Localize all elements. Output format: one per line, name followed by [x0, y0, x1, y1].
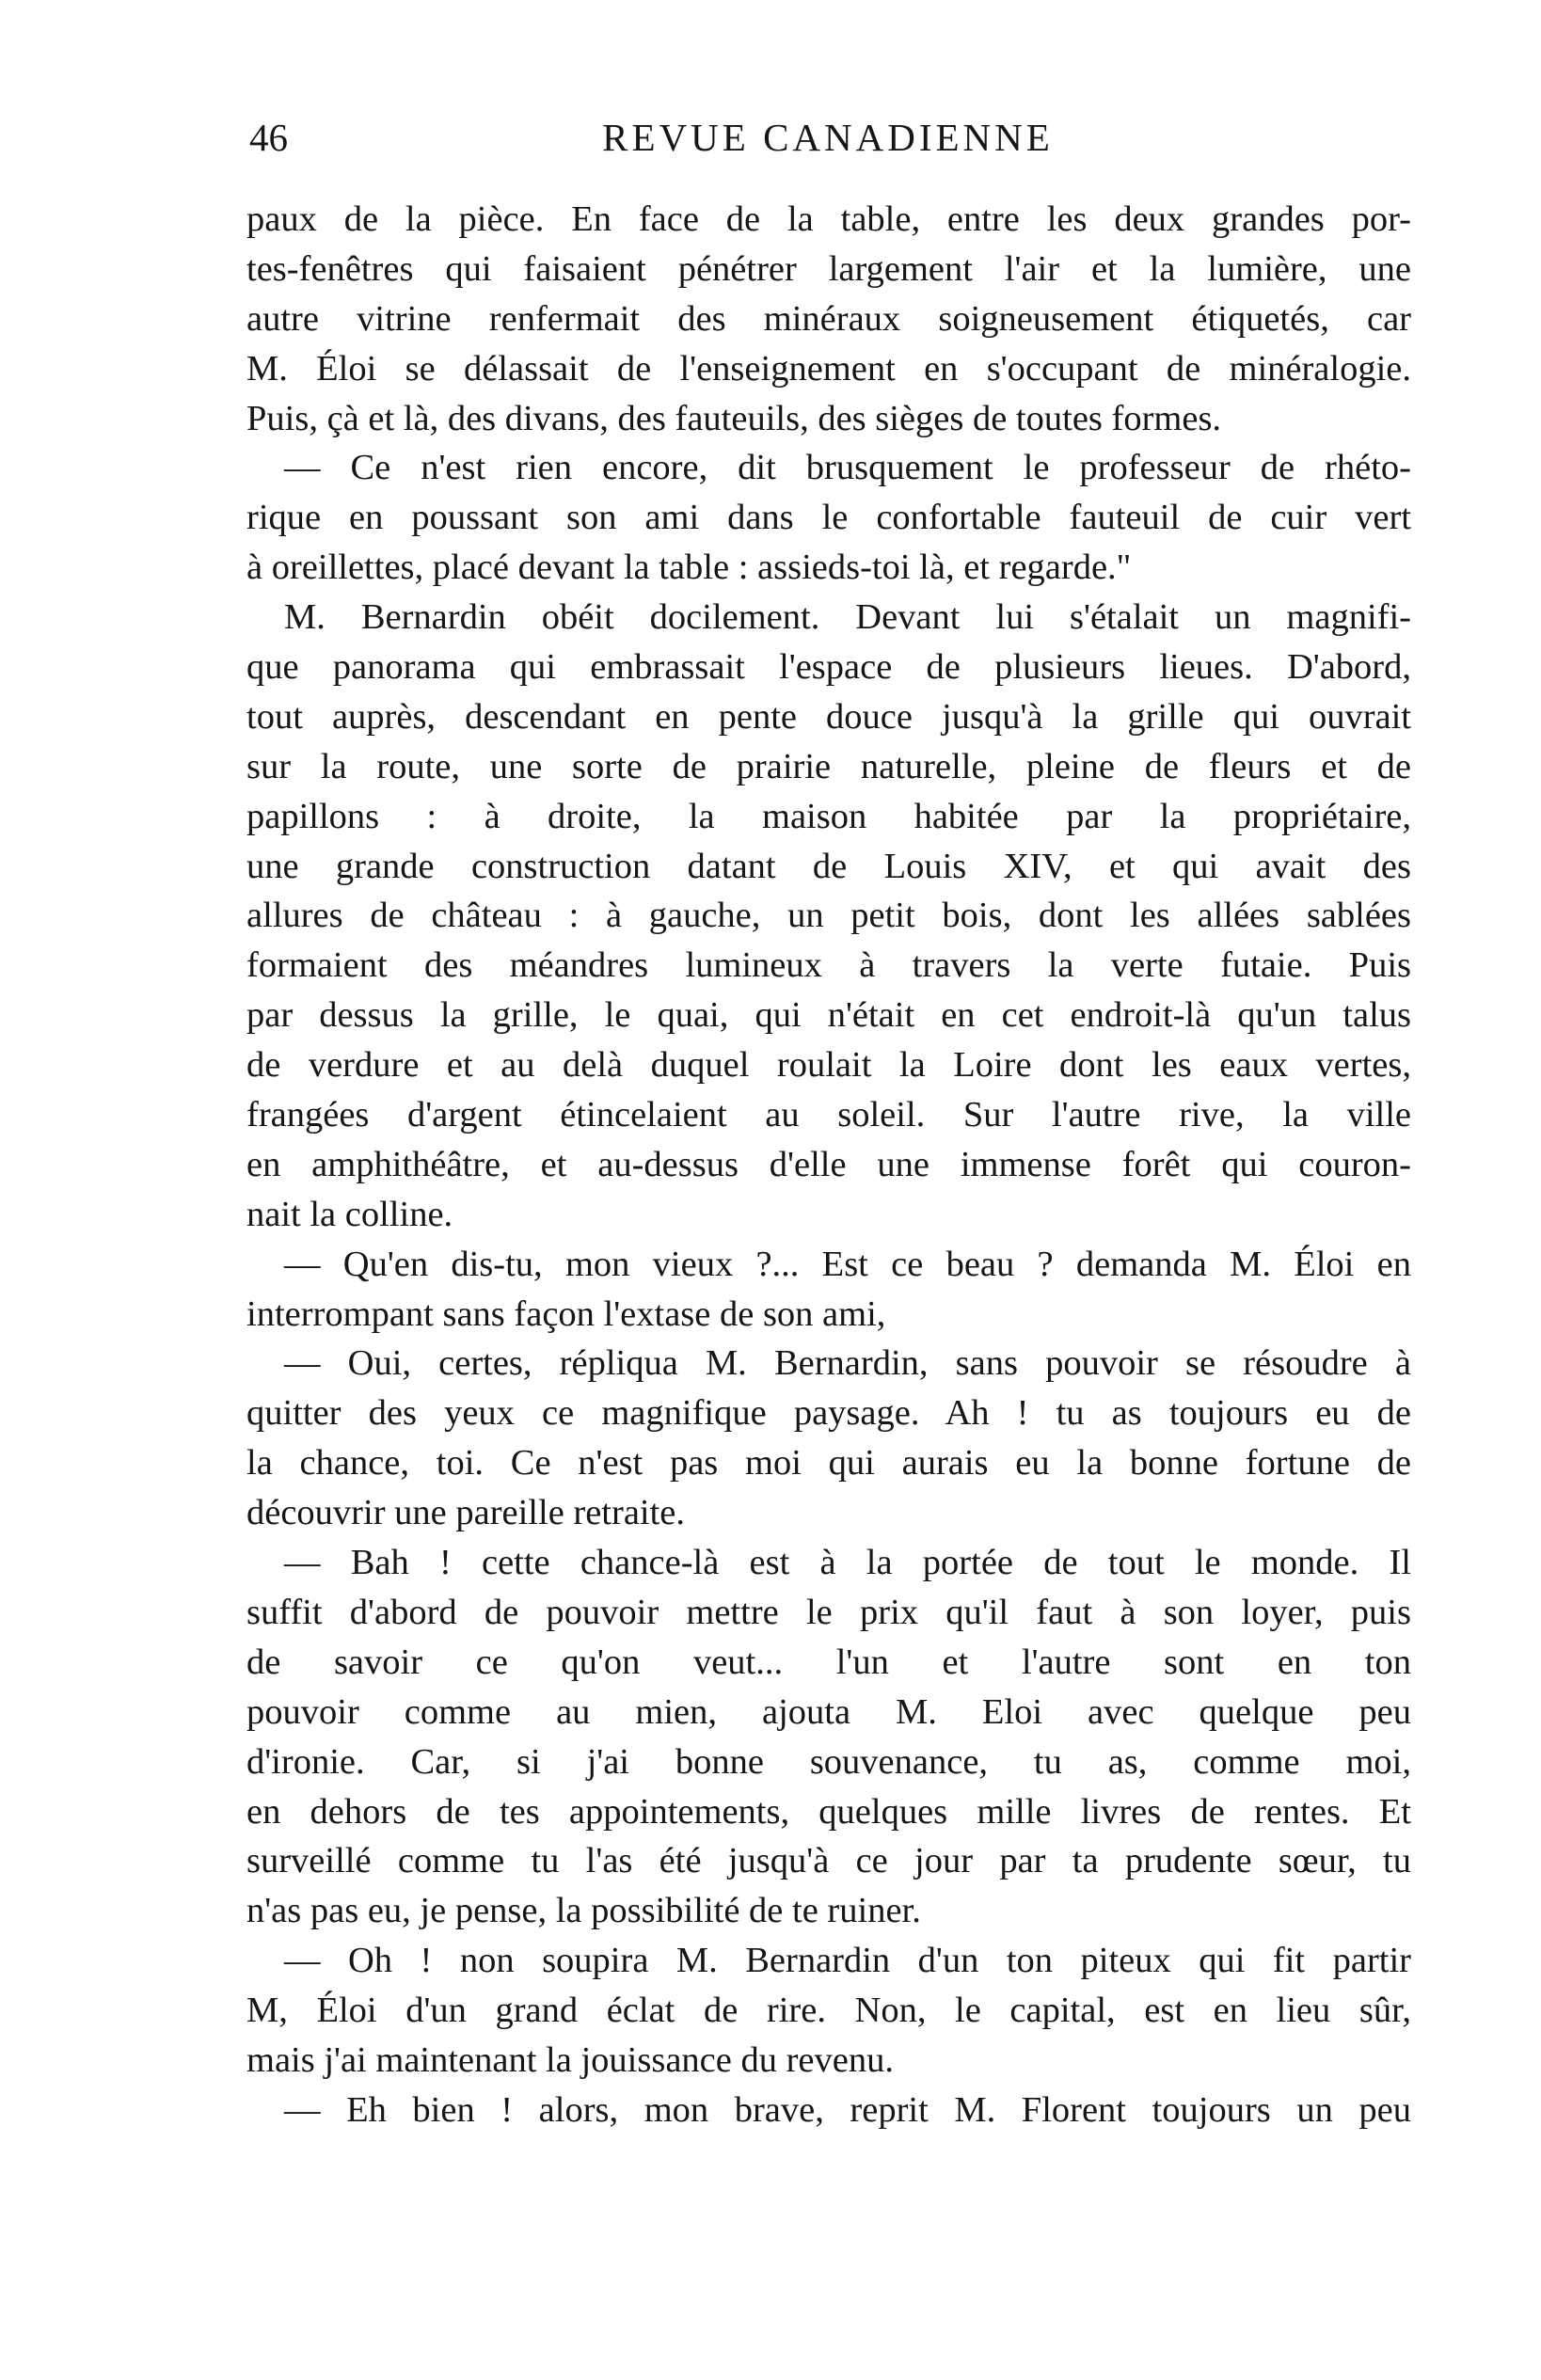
text-line: papillons : à droite, la maison habitée par la propriétaire, [246, 796, 1411, 836]
text-line: d'ironie. Car, si j'ai bonne souvenance, tu as, comme moi, [246, 1741, 1411, 1782]
text-line: à oreillettes, placé devant la table : assieds-toi là, et regarde." [246, 547, 1132, 588]
text-line: mais j'ai maintenant la jouissance du revenu. [246, 2039, 894, 2080]
body-text [246, 195, 1411, 2135]
text-line: — Ce n'est rien encore, dit brusquement le professeur de rhéto- [284, 448, 1411, 488]
text-line: découvrir une pareille retraite. [246, 1493, 686, 1533]
text-line: — Qu'en dis-tu, mon vieux ?... Est ce beau ? demanda M. Éloi en [284, 1244, 1411, 1284]
text-line: une grande construction datant de Louis XIV, et qui avait des [246, 846, 1411, 886]
text-line: interrompant sans façon l'extase de son ami, [246, 1293, 886, 1334]
text-line: sur la route, une sorte de prairie naturelle, pleine de fleurs et de [246, 746, 1411, 786]
text-line: en dehors de tes appointements, quelques mille livres de rentes. Et [246, 1791, 1411, 1832]
text-line: M. Éloi se délassait de l'enseignement en s'occupant de minéralogie. [246, 348, 1411, 389]
text-line: suffit d'abord de pouvoir mettre le prix qu'il faut à son loyer, puis [246, 1592, 1411, 1632]
text-line: de savoir ce qu'on veut... l'un et l'autre sont en ton [246, 1642, 1411, 1682]
text-line: — Oh ! non soupira M. Bernardin d'un ton piteux qui fit partir [284, 1941, 1411, 1981]
text-line: nait la colline. [246, 1194, 453, 1234]
text-line: formaient des méandres lumineux à travers la verte futaie. Puis [246, 945, 1411, 986]
text-line: de verdure et au delà duquel roulait la Loire dont les eaux vertes, [246, 1045, 1411, 1086]
text-line: en amphithéâtre, et au-dessus d'elle une immense forêt qui couron- [246, 1144, 1411, 1184]
text-line: M. Bernardin obéit docilement. Devant lui s'étalait un magnifi- [284, 597, 1411, 638]
text-line: par dessus la grille, le quai, qui n'était en cet endroit-là qu'un talus [246, 995, 1411, 1036]
text-line: pouvoir comme au mien, ajouta M. Eloi avec quelque peu [246, 1691, 1411, 1732]
page-header [249, 111, 1406, 164]
text-line: autre vitrine renfermait des minéraux soigneusement étiquetés, car [246, 298, 1411, 339]
text-line: M, Éloi d'un grand éclat de rire. Non, le capital, est en lieu sûr, [246, 1991, 1411, 2031]
text-line: — Oui, certes, répliqua M. Bernardin, sans pouvoir se résoudre à [284, 1343, 1411, 1384]
text-line: frangées d'argent étincelaient au soleil. Sur l'autre rive, la ville [246, 1095, 1411, 1135]
text-line: la chance, toi. Ce n'est pas moi qui aurais eu la bonne fortune de [246, 1443, 1411, 1484]
text-line: allures de château : à gauche, un petit bois, dont les allées sablées [246, 896, 1411, 936]
text-line: que panorama qui embrassait l'espace de plusieurs lieues. D'abord, [246, 647, 1411, 688]
text-line: tout auprès, descendant en pente douce jusqu'à la grille qui ouvrait [246, 696, 1411, 737]
text-line: rique en poussant son ami dans le confortable fauteuil de cuir vert [246, 498, 1411, 538]
text-line: tes-fenêtres qui faisaient pénétrer largement l'air et la lumière, une [246, 248, 1411, 289]
text-line: n'as pas eu, je pense, la possibilité de te ruiner. [246, 1891, 921, 1931]
text-line: — Bah ! cette chance-là est à la portée de tout le monde. Il [284, 1543, 1411, 1583]
page-number: 46 [249, 116, 288, 159]
text-line: quitter des yeux ce magnifique paysage. Ah ! tu as toujours eu de [246, 1393, 1411, 1434]
text-line: surveillé comme tu l'as été jusqu'à ce jour par ta prudente sœur, tu [246, 1841, 1411, 1881]
text-line: paux de la pièce. En face de la table, entre les deux grandes por- [246, 199, 1411, 239]
text-line: — Eh bien ! alors, mon brave, reprit M. Florent toujours un peu [284, 2089, 1411, 2130]
running-head: REVUE CANADIENNE [602, 116, 1054, 159]
text-line: Puis, çà et là, des divans, des fauteuils, des sièges de toutes formes. [246, 398, 1222, 438]
